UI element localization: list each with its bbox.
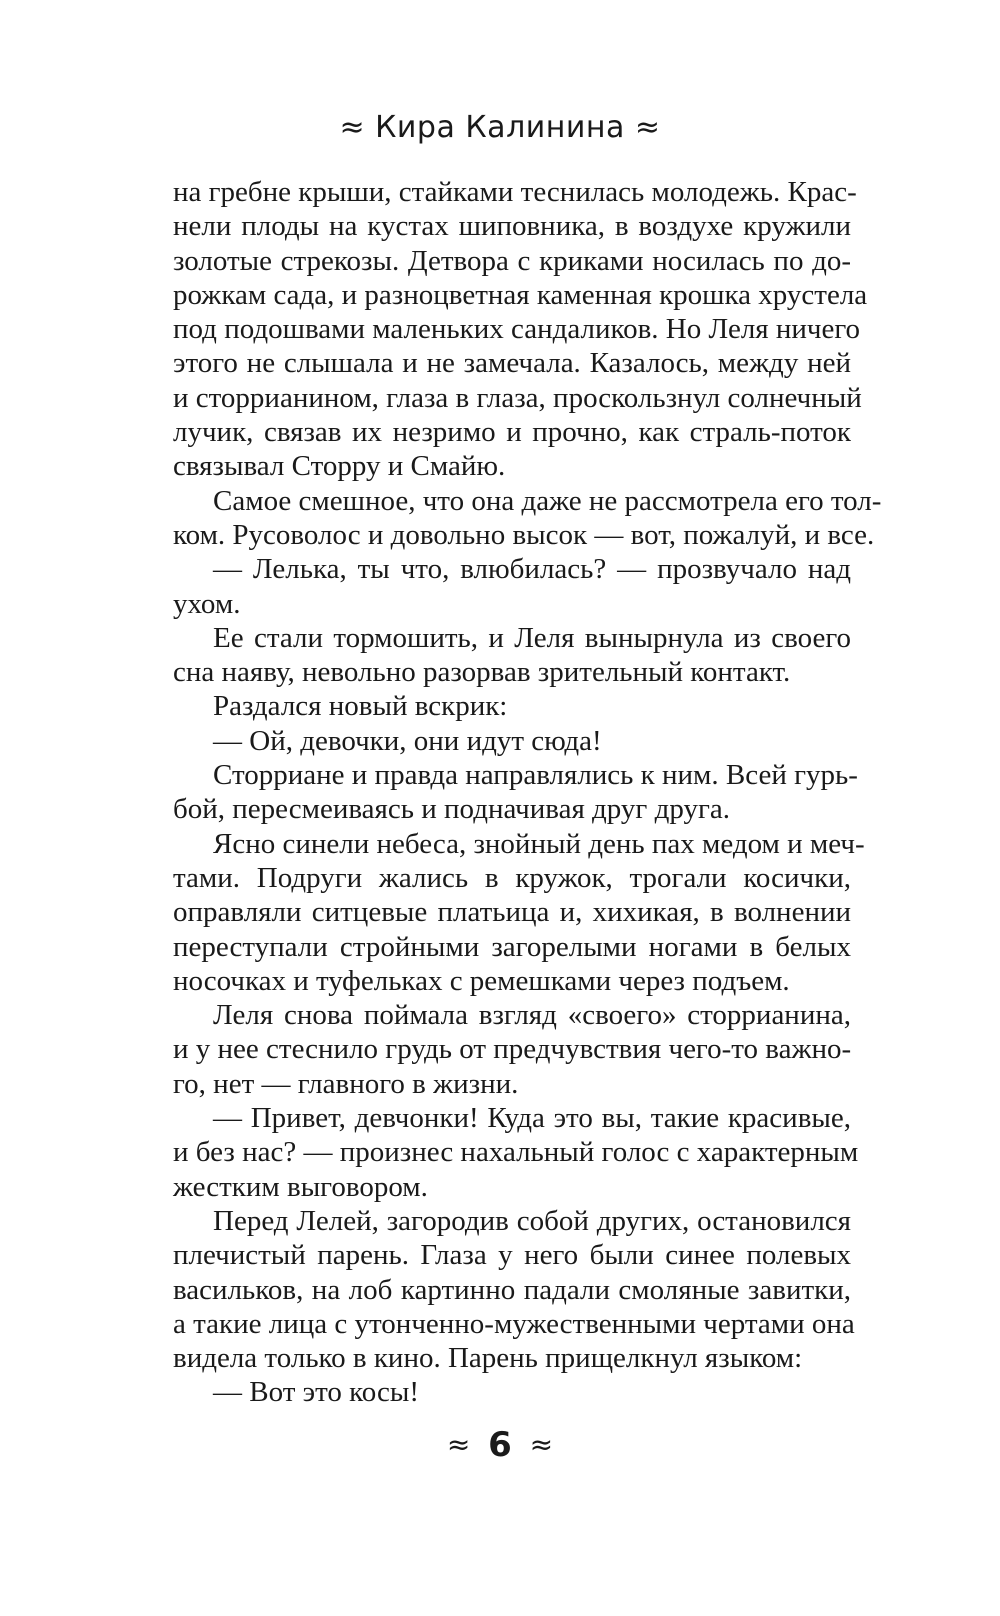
right-ornament: ≈ (529, 1428, 554, 1461)
text-line: — Вот это косы! (213, 1376, 419, 1409)
text-line: связывал Сторру и Смайю. (173, 450, 506, 483)
text-line: рожкам сада, и разноцветная каменная крошка хрустела (173, 278, 868, 311)
page-number: 6 (488, 1425, 512, 1465)
text-line: золотые стрекозы. Детвора с криками носилась по до- (173, 244, 851, 277)
text-line: — Привет, девчонки! Куда это вы, такие красивые, (213, 1102, 851, 1135)
text-line: бой, пересмеиваясь и подначивая друг друга. (173, 793, 730, 826)
text-line: ухом. (173, 587, 241, 620)
text-line: и у нее стеснило грудь от предчувствия чего-то важно- (173, 1033, 852, 1066)
body-text (173, 175, 882, 1410)
text-line: нели плоды на кустах шиповника, в воздухе кружили (173, 210, 851, 243)
text-line: и без нас? — произнес нахальный голос с характерным (173, 1136, 859, 1169)
text-line: — Ой, девочки, они идут сюда! (213, 724, 602, 757)
text-line: сна наяву, невольно разорвав зрительный контакт. (173, 656, 791, 689)
text-line: — Лелька, ты что, влюбилась? — прозвучало над (213, 553, 851, 586)
text-line: Леля снова поймала взгляд «своего» сторрианина, (213, 999, 851, 1032)
text-line: а такие лица с утонченно-мужественными чертами она (173, 1307, 855, 1340)
running-header: ≈ Кира Калинина ≈ (339, 110, 661, 145)
text-line: оправляли ситцевые платьица и, хихикая, в волнении (173, 896, 851, 929)
text-line: Ясно синели небеса, знойный день пах медом и меч- (213, 827, 865, 860)
text-line: под подошвами маленьких сандаликов. Но Леля ничего (173, 313, 861, 346)
text-line: Раздался новый вскрик: (213, 690, 508, 723)
page-number-footer (0, 1425, 1000, 1465)
text-line: этого не слышала и не замечала. Казалось, между ней (173, 347, 851, 380)
text-line: васильков, на лоб картинно падали смоляные завитки, (173, 1273, 851, 1306)
left-ornament: ≈ (446, 1428, 471, 1461)
text-line: жестким выговором. (173, 1170, 428, 1203)
text-line: Перед Лелей, загородив собой других, остановился (213, 1204, 851, 1237)
text-line: лучик, связав их незримо и прочно, как страль-поток (173, 416, 851, 449)
text-line: Ее стали тормошить, и Леля вынырнула из своего (213, 621, 851, 654)
text-line: ком. Русоволос и довольно высок — вот, пожалуй, и все. (173, 518, 875, 551)
text-line: Самое смешное, что она даже не рассмотрела его тол- (213, 484, 882, 517)
text-line: и сторрианином, глаза в глаза, проскользнул солнечный (173, 381, 862, 414)
text-line: переступали стройными загорелыми ногами в белых (173, 930, 851, 963)
text-line: видела только в кино. Парень прищелкнул языком: (173, 1342, 803, 1375)
text-line: на гребне крыши, стайками теснилась молодежь. Крас- (173, 176, 857, 208)
text-line: тами. Подруги жались в кружок, трогали косички, (173, 861, 851, 894)
text-line: го, нет — главного в жизни. (173, 1067, 519, 1100)
text-line: Сторриане и правда направлялись к ним. Всей гурь- (213, 759, 858, 792)
text-line: плечистый парень. Глаза у него были синее полевых (173, 1239, 851, 1272)
text-line: носочках и туфельках с ремешками через подъем. (173, 964, 790, 997)
